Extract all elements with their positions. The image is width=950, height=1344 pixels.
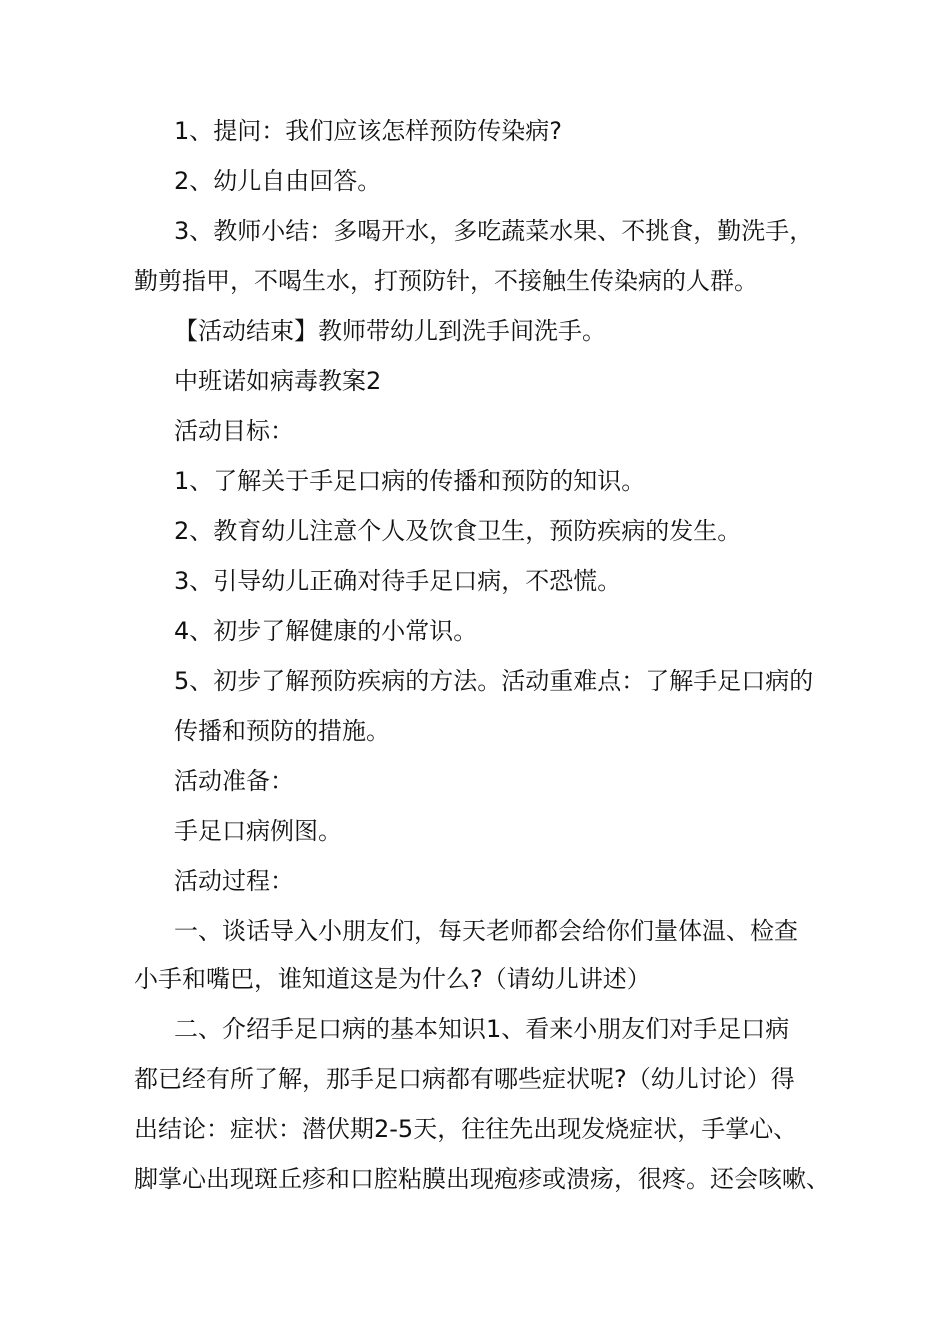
text-line: 1、提问：我们应该怎样预防传染病? (174, 117, 563, 145)
text-line: 5、初步了解预防疾病的方法。活动重难点：了解手足口病的 (174, 667, 814, 695)
text-line: 传播和预防的措施。 (174, 717, 390, 745)
text-line: 2、幼儿自由回答。 (174, 167, 382, 195)
section-heading: 活动准备： (174, 767, 294, 795)
text-line: 4、初步了解健康的小常识。 (174, 617, 478, 645)
text-line: 小手和嘴巴，谁知道这是为什么?（请幼儿讲述） (134, 965, 651, 993)
text-line: 脚掌心出现斑丘疹和口腔粘膜出现疱疹或溃疡，很疼。还会咳嗽、 (134, 1165, 830, 1193)
text-line: 一、谈话导入小朋友们，每天老师都会给你们量体温、检查 (174, 917, 798, 945)
text-line: 出结论：症状：潜伏期2-5天，往往先出现发烧症状，手掌心、 (134, 1115, 798, 1143)
text-line: 3、教师小结：多喝开水，多吃蔬菜水果、不挑食，勤洗手， (174, 217, 814, 245)
text-line: 1、了解关于手足口病的传播和预防的知识。 (174, 467, 646, 495)
text-line: 二、介绍手足口病的基本知识1、看来小朋友们对手足口病 (174, 1015, 790, 1043)
text-line: 都已经有所了解，那手足口病都有哪些症状呢?（幼儿讨论）得 (134, 1065, 795, 1093)
text-line: 2、教育幼儿注意个人及饮食卫生，预防疾病的发生。 (174, 517, 742, 545)
text-line: 3、引导幼儿正确对待手足口病，不恐慌。 (174, 567, 622, 595)
section-title: 中班诺如病毒教案2 (174, 367, 382, 395)
text-line: 【活动结束】教师带幼儿到洗手间洗手。 (174, 317, 606, 345)
text-line: 勤剪指甲，不喝生水，打预防针，不接触生传染病的人群。 (134, 267, 758, 295)
text-line: 手足口病例图。 (174, 817, 342, 845)
section-heading: 活动目标： (174, 417, 294, 445)
section-heading: 活动过程： (174, 867, 294, 895)
